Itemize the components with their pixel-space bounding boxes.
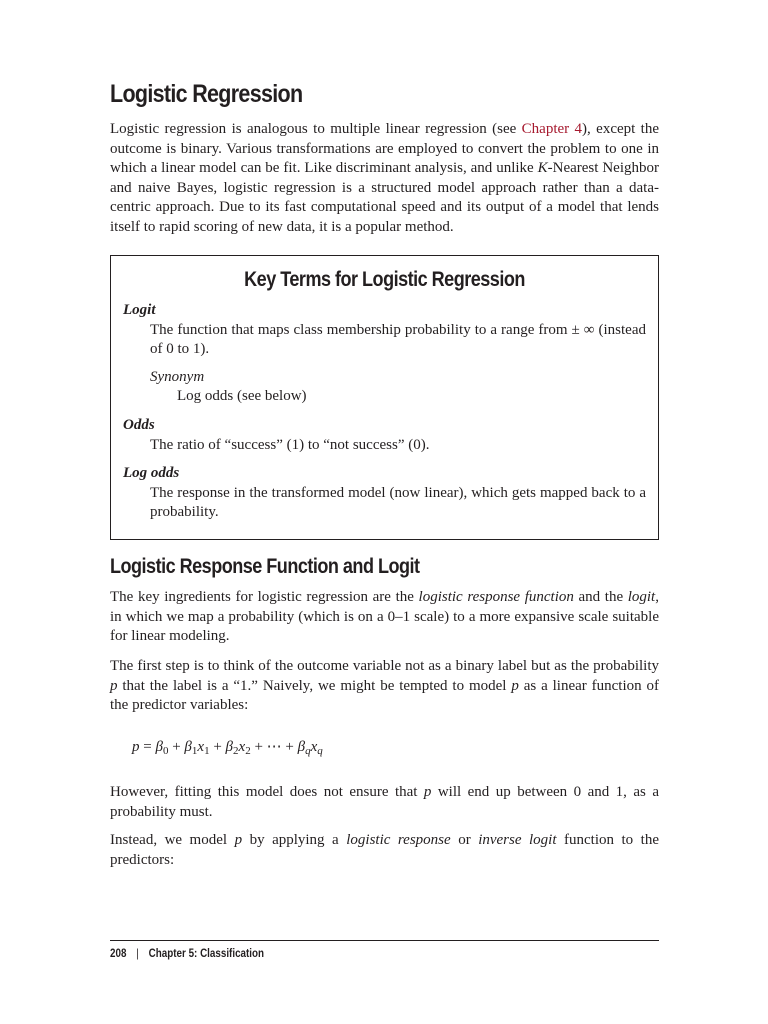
p4-text-d: function to the predictors: [110,832,660,868]
formula-plus-2: + [209,739,226,755]
p4-emphasis-2: inverse logit [478,832,557,848]
p1-text-b: and the [573,589,628,605]
footer-separator: | [136,946,139,960]
intro-text: Logistic regression is analogous to multiple linear regression (see [110,121,522,137]
section-title: Logistic Regression [110,80,303,108]
formula-beta-q: β [297,739,306,755]
p2-var-p-2: p [511,677,519,694]
formula-p: p [132,739,140,755]
formula-sub-2: 2 [233,745,239,757]
paragraph-instead [110,831,659,870]
subsection-title: Logistic Response Function and Logit [110,555,420,578]
term-odds: Odds [123,417,155,433]
p4-text-a: Instead, we model [110,832,235,848]
p3-var-p: p [423,784,432,800]
def-log-odds: The response in the transformed model (now linear), which gets mapped back to a probability. [150,485,646,520]
intro-k: K [537,160,548,176]
p4-text-c: or [450,832,479,848]
formula-x-2: x [238,739,246,755]
formula-xsub-1: 1 [204,745,210,757]
formula-sub-0: 0 [162,745,169,757]
p4-emphasis-1: logistic response [346,832,451,848]
p2-var-p: p [110,677,118,694]
p4-var-p: p [234,832,243,848]
formula-x-1: x [197,739,205,755]
formula-equals: = [139,739,156,755]
p1-emphasis-2: logit [627,589,656,605]
key-terms-title: Key Terms for Logistic Regression [244,268,525,291]
formula-xsub-2: 2 [245,745,251,757]
p2-text-a: The first step is to think of the outcome variable not as a binary label but as the probability [110,658,659,674]
formula-dots: + ⋯ + [250,739,298,755]
formula-plus-1: + [168,739,185,755]
footer-chapter: Chapter 5: Classification [148,946,265,960]
page-footer [110,946,264,960]
footer-rule [110,940,659,941]
term-log-odds: Log odds [123,465,180,481]
intro-paragraph [110,120,659,237]
synonym-label: Synonym [150,369,205,385]
p2-text-c: as a linear function of the predictor variables: [110,677,659,713]
def-odds: The ratio of “success” (1) to “not success” (0). [150,437,430,453]
formula-xsub-q: q [317,745,323,757]
def-logit: The function that maps class membership probability to a range from ± ∞ (instead of 0 to 1). [150,322,646,357]
paragraph-however [110,783,659,822]
p1-emphasis-1: logistic response function [418,589,574,605]
chapter-4-link[interactable]: Chapter 4 [521,121,583,137]
formula-beta-2: β [225,739,234,755]
formula-x-q: x [310,739,318,755]
key-terms-box [110,255,659,540]
formula-beta-0: β [155,739,163,755]
p2-text-b: that the label is a “1.” Naively, we might be tempted to model [117,677,512,694]
term-logit: Logit [123,302,156,318]
p3-text-b: will end up between 0 and 1, as a probability must. [110,784,659,820]
paragraph-first-step [110,657,659,716]
p1-text-c: , in which we map a probability (which is on a 0–1 scale) to a more expansive scale suitable for linear modeling. [110,589,659,644]
p3-text-a: However, fitting this model does not ensure that [110,784,424,800]
page-number: 208 [110,946,127,960]
formula-sub-q: q [305,745,311,757]
intro-text-3: -Nearest Neighbor and naive Bayes, logistic regression is a structured model approach rather than a data-centric approach. Due to its fast computational speed and its output of a model that lends itself to rapid scoring of new data, it is a popular method. [110,160,659,235]
p1-text-a: The key ingredients for logistic regression are the [110,589,419,605]
formula-beta-1: β [184,739,192,755]
synonym-value: Log odds (see below) [177,388,307,404]
linear-formula [132,737,323,757]
intro-text-2: ), except the outcome is binary. Various transformations are employed to convert the problem to one in which a linear model can be fit. Like discriminant analysis, and unlike [110,121,659,176]
formula-sub-1: 1 [191,745,198,757]
paragraph-key-ingredients [110,588,659,647]
p4-text-b: by applying a [242,832,347,848]
